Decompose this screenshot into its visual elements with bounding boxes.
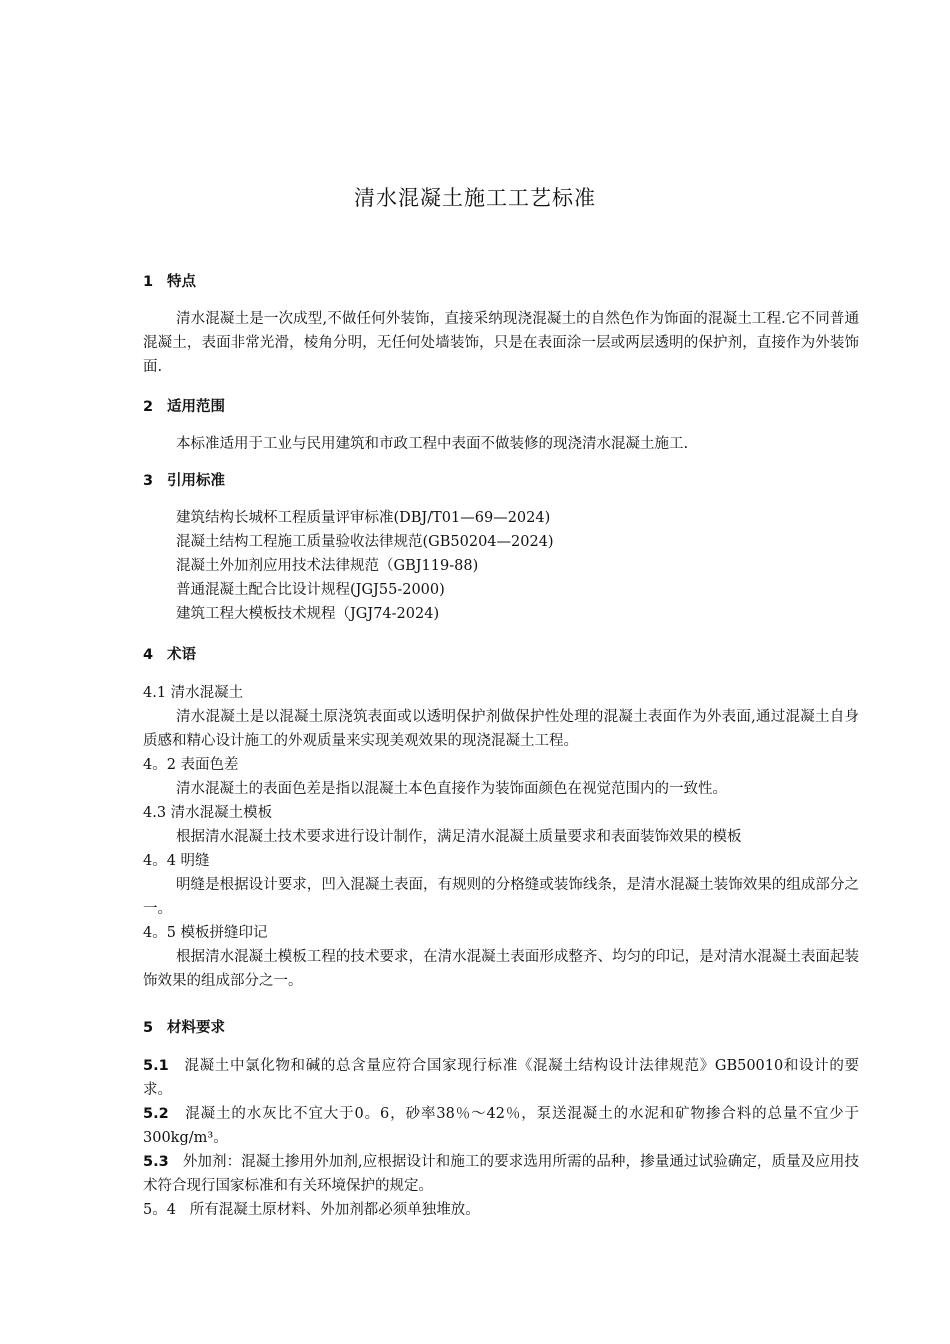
section-number: 5 [143, 1020, 154, 1036]
requirement-text: 混凝土中氯化物和碱的总含量应符合国家现行标准《混凝土结构设计法律规范》GB50010和设计的要求。 [143, 1058, 859, 1098]
section-title: 术语 [167, 647, 196, 663]
term-label: 4。4 明缝 [143, 853, 210, 869]
reference-item: 普通混凝土配合比设计规程(JGJ55-2000) [176, 582, 445, 598]
requirement-item [143, 1102, 859, 1150]
section-title: 适用范围 [167, 399, 225, 415]
term-definition: 根据清水混凝土模板工程的技术要求，在清水混凝土表面形成整齐、均匀的印记，是对清水混凝土表面起装饰效果的组成部分之一。 [143, 949, 859, 989]
section-5-heading [143, 1016, 859, 1040]
reference-list [143, 506, 892, 626]
requirement-number: 5.3 [143, 1154, 169, 1170]
requirement-number: 5.1 [143, 1058, 169, 1074]
section-1-heading [143, 270, 859, 294]
requirement-item [143, 1198, 859, 1222]
requirement-item [143, 1054, 859, 1102]
section-number: 2 [143, 399, 154, 415]
term-definition: 明缝是根据设计要求，凹入混凝土表面，有规则的分格缝或装饰线条，是清水混凝土装饰效果的组成部分之一。 [143, 877, 859, 917]
term-label: 4.1 清水混凝土 [143, 685, 244, 701]
section-4-heading [143, 643, 859, 667]
requirement-text: 混凝土的水灰比不宜大于0。6，砂率38％～42％，泵送混凝土的水泥和矿物掺合料的总量不宜少于300kg/m³。 [143, 1106, 859, 1146]
reference-item: 混凝土外加剂应用技术法律规范（GBJ119-88) [176, 558, 479, 574]
term-label: 4。2 表面色差 [143, 757, 239, 773]
requirement-number: 5。4 [143, 1202, 176, 1218]
terms-list [143, 681, 859, 993]
section-title: 引用标准 [167, 473, 225, 489]
requirement-number: 5.2 [143, 1106, 169, 1122]
section-2-paragraph: 本标准适用于工业与民用建筑和市政工程中表面不做装修的现浇清水混凝土施工. [176, 436, 689, 452]
requirements-list [143, 1054, 859, 1222]
section-3-heading [143, 469, 859, 493]
section-number: 4 [143, 647, 154, 663]
section-2-heading [143, 395, 859, 419]
term-label: 4。5 模板拼缝印记 [143, 925, 268, 941]
reference-item: 建筑工程大模板技术规程（JGJ74-2024) [176, 606, 440, 622]
term-definition: 清水混凝土是以混凝土原浇筑表面或以透明保护剂做保护性处理的混凝土表面作为外表面,通过混凝土自身质感和精心设计施工的外观质量来实现美观效果的现浇混凝土工程。 [143, 709, 859, 749]
term-definition: 清水混凝土的表面色差是指以混凝土本色直接作为装饰面颜色在视觉范围内的一致性。 [176, 781, 727, 797]
section-title: 材料要求 [167, 1020, 225, 1036]
requirement-text: 所有混凝土原材料、外加剂都必须单独堆放。 [189, 1202, 480, 1218]
requirement-item [143, 1150, 859, 1198]
reference-item: 混凝土结构工程施工质量验收法律规范(GB50204—2024) [176, 534, 554, 550]
term-definition: 根据清水混凝土技术要求进行设计制作，满足清水混凝土质量要求和表面装饰效果的模板 [176, 829, 742, 845]
requirement-text: 外加剂：混凝土掺用外加剂,应根据设计和施工的要求选用所需的品种，掺量通过试验确定，质量及应用技术符合现行国家标准和有关环境保护的规定。 [143, 1154, 860, 1194]
section-number: 1 [143, 274, 154, 290]
section-1-paragraph: 清水混凝土是一次成型,不做任何外装饰，直接采纳现浇混凝土的自然色作为饰面的混凝土工程.它不同普通混凝土，表面非常光滑，棱角分明，无任何处墙装饰，只是在表面涂一层或两层透明的保护剂，直接作为外装饰面. [143, 311, 859, 375]
term-label: 4.3 清水混凝土模板 [143, 805, 273, 821]
document-title: 清水混凝土施工工艺标准 [354, 186, 596, 210]
reference-item: 建筑结构长城杯工程质量评审标准(DBJ/T01—69—2024) [176, 510, 551, 526]
section-number: 3 [143, 473, 154, 489]
section-title: 特点 [167, 274, 196, 290]
